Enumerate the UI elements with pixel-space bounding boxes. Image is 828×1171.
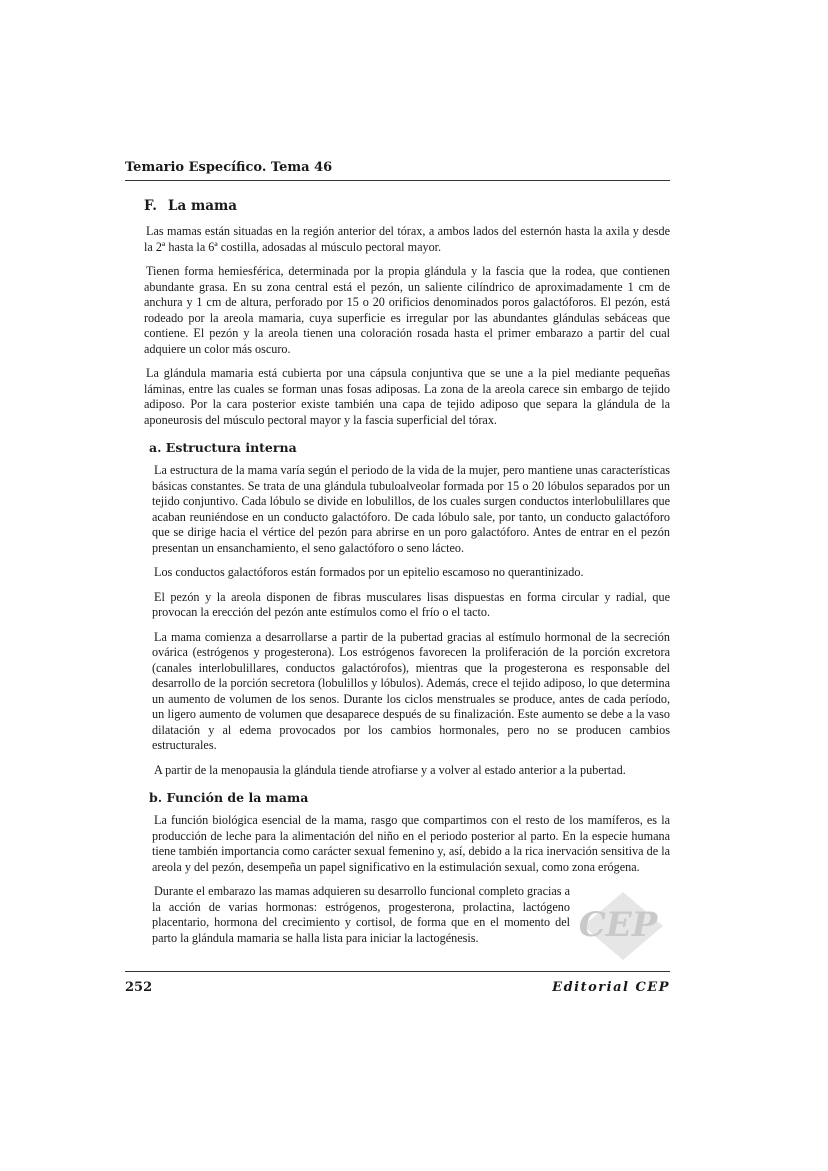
publisher-name: Editorial CEP [552, 980, 670, 995]
section-title [144, 198, 670, 214]
subsection-title: b. Función de la mama [149, 790, 309, 805]
paragraph: A partir de la menopausia la glándula tiende atrofiarse y a volver al estado anterior a la pubertad. [154, 762, 626, 777]
paragraph: La función biológica esencial de la mama, rasgo que compartimos con el resto de los mamíferos, es la producción de leche para la alimentación del niño en el periodo posterior al parto. En la especie humana tiene también importancia como carácter sexual femenino y, así, debido a la rica inervación sensitiva de la areola y del pezón, desempeña un papel significativo en la estimulación sexual, como zona erógena. [152, 813, 670, 874]
page-content [144, 198, 670, 955]
page-number: 252 [125, 980, 153, 995]
paragraph: La mama comienza a desarrollarse a partir de la pubertad gracias al estímulo hormonal de la secreción ovárica (estrógenos y progesterona). Los estrógenos favorecen la proliferación de la porción excretora (canales interlobulillares, conductos galactórofos), mientras que la progesterona es responsable del desarrollo de la porción secretora (lobulillos y lóbulos). Además, crece el tejido adiposo, lo que determina un aumento de volumen de los senos. Durante los ciclos menstruales se produce, antes de cada período, un ligero aumento de volumen que desaparece después de su finalización. Este aumento se debe a la vaso dilatación y al edema provocados por los cambios hormonales, pero no se producen cambios estructurales. [152, 629, 670, 752]
paragraph: Tienen forma hemiesférica, determinada por la propia glándula y la fascia que la rodea, que contienen abundante grasa. En su zona central está el pezón, un saliente cilíndrico de aproximadamente 1 cm de anchura y 1 cm de altura, perforado por 15 o 20 orificios denominados poros galactóforos. El pezón, está rodeado por la areola mamaria, cuya superficie es irregular por las abundantes glándulas sebáceas que contiene. El pezón y la areola tienen una coloración rosada hasta el primer embarazo a partir del cual adquiere un color más oscuro. [144, 264, 670, 356]
section-letter: F. [144, 198, 157, 214]
paragraph: La estructura de la mama varía según el periodo de la vida de la mujer, pero mantiene unas características básicas constantes. Se trata de una glándula tubuloalveolar formada por 15 o 20 lóbulos separados por un tejido conjuntivo. Cada lóbulo se divide en lobulillos, de los cuales surgen conductos interlobulillares que acaban reuniéndose en un conducto galactóforo. De cada lóbulo sale, por tanto, un conducto galactóforo que se dirige hacia el vértice del pezón para abrirse en un poro galactóforo. Antes de entrar en el pezón presentan un ensanchamiento, el seno galactóforo o seno lácteo. [152, 463, 670, 555]
paragraph: El pezón y la areola disponen de fibras musculares lisas dispuestas en forma circular y radial, que provocan la erección del pezón ante estímulos como el frío o el tacto. [152, 589, 670, 619]
running-title: Temario Específico. Tema 46 [125, 160, 333, 175]
subsection-estructura [149, 440, 670, 946]
page-footer [125, 971, 670, 995]
paragraph: Los conductos galactóforos están formados por un epitelio escamoso no querantinizado. [154, 565, 584, 579]
paragraph: Durante el embarazo las mamas adquieren su desarrollo funcional completo gracias a la acción de varias hormonas: estrógenos, progesterona, prolactina, lactógeno placentario, hormona del crecimiento y cortisol, de forma que en el momento del parto la glándula mamaria se halla lista para iniciar la lactogénesis. [152, 884, 570, 945]
running-header [125, 160, 670, 181]
paragraph: Las mamas están situadas en la región anterior del tórax, a ambos lados del esternón hasta la axila y desde la 2ª hasta la 6ª costilla, adosadas al músculo pectoral mayor. [144, 224, 670, 254]
subsection-title: a. Estructura interna [149, 440, 297, 455]
cep-logo-icon [568, 886, 668, 962]
logo-text: CEP [578, 905, 658, 945]
section-title-text: La mama [168, 198, 238, 214]
paragraph: La glándula mamaria está cubierta por una cápsula conjuntiva que se une a la piel mediante pequeñas láminas, entre las cuales se forman unas fosas adiposas. La zona de la areola carece sin embargo de tejido adiposo. Por la cara posterior existe también una capa de tejido adiposo que separa la glándula de la aponeurosis del músculo pectoral mayor y la fascia superficial del tórax. [144, 366, 670, 427]
